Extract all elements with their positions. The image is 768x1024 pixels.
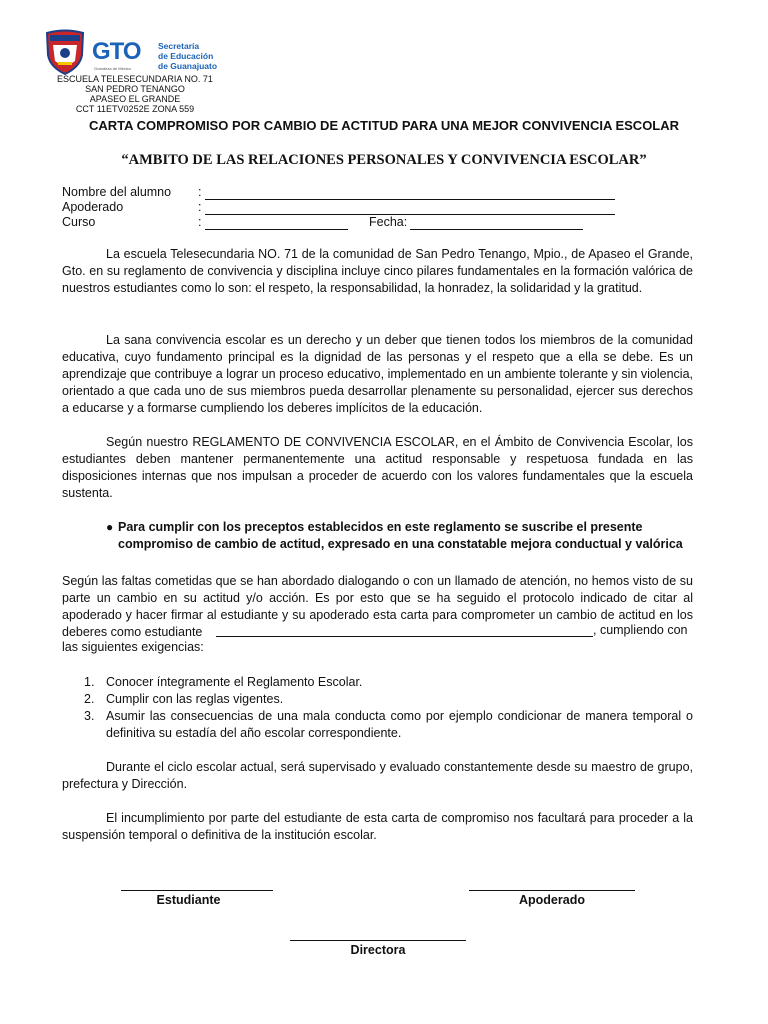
- gto-logo: [92, 38, 162, 74]
- label-nombre-alumno: Nombre del alumno: [62, 185, 172, 199]
- list-item: [62, 708, 693, 742]
- directora-signature-line[interactable]: [290, 940, 466, 941]
- estudiante-signature-label: Estudiante: [156, 893, 221, 907]
- list-item: [62, 691, 693, 708]
- bullet-icon: ●: [106, 520, 114, 534]
- deberes-field[interactable]: [216, 636, 593, 637]
- colon: :: [198, 185, 202, 199]
- paragraph-reglamento: Según nuestro REGLAMENTO DE CONVIVENCIA ESCOLAR, en el Ámbito de Convivencia Escolar, los estudiantes deben mantener permanentemente una actitud responsable y respetuosa fundada en las disposiciones internas que nos impulsan a proceder de acuerdo con los valores fundamentales que la escuela sustenta.: [62, 435, 693, 500]
- gto-logo-text: GTO: [92, 38, 141, 65]
- apoderado-signature-label: Apoderado: [519, 893, 585, 907]
- colon: :: [198, 200, 202, 214]
- list-item-text: Cumplir con las reglas vigentes.: [106, 692, 284, 706]
- secretaria-logo-text: [158, 41, 217, 71]
- apoderado-name-field[interactable]: [205, 214, 615, 215]
- secretaria-line: de Guanajuato: [158, 61, 218, 71]
- exigencias-list: [62, 674, 693, 744]
- label-curso: Curso: [62, 215, 96, 229]
- school-municipality: APASEO EL GRANDE: [89, 94, 181, 104]
- label-apoderado: Apoderado: [62, 200, 124, 214]
- estudiante-signature-line[interactable]: [121, 890, 273, 891]
- school-info: [40, 74, 230, 114]
- apoderado-signature-line[interactable]: [469, 890, 635, 891]
- paragraph-convivencia: La sana convivencia escolar es un derecho y un deber que tienen todos los miembros de la comunidad educativa, cuyo fundamento principal es la dignidad de las personas y el respeto que a ella se debe. Es un aprendizaje que contribuye a lograr un proceso educativo, implementado en un ambiente tolerante y sin violencia, orientado a que cada uno de sus miembros pueda desarrollar plenamente su personalidad, ejercer sus derechos a educarse y a formarse cumpliendo los deberes implícitos de la educación.: [62, 333, 693, 415]
- bullet-compromiso: Para cumplir con los preceptos establecidos en este reglamento se suscribe el presente compromiso de cambio de actitud, expresado en una constatable mejora conductual y valórica: [118, 520, 683, 551]
- list-item-number: 2.: [84, 692, 95, 706]
- faltas-text: Según las faltas cometidas que se han abordado dialogando o con un llamado de atención, no hemos visto de su parte un cambio en su actitud y/o acción. Es por esto que se ha seguido el protocolo indicado de citar al apoderado y hacer firmar al estudiante y su apoderado esta carta para comprometer un cambio de actitud en los deberes como estudiante: [62, 574, 693, 639]
- faltas-text-final: las siguientes exigencias:: [62, 640, 204, 654]
- faltas-text-end: , cumpliendo con: [593, 623, 688, 637]
- fecha-field[interactable]: [410, 229, 583, 230]
- list-item-text: Asumir las consecuencias de una mala conducta como por ejemplo condicionar de manera temporal o definitiva su estadía del año escolar correspondiente.: [106, 709, 693, 740]
- school-locality: SAN PEDRO TENANGO: [85, 84, 185, 94]
- list-item-number: 3.: [84, 709, 95, 723]
- school-cct: CCT 11ETV0252E ZONA 559: [75, 104, 195, 114]
- paragraph-supervision: Durante el ciclo escolar actual, será supervisado y evaluado constantemente desde su maestro de grupo, prefectura y Dirección.: [62, 760, 693, 791]
- list-item: [62, 674, 693, 691]
- school-name: ESCUELA TELESECUNDARIA NO. 71: [57, 74, 213, 84]
- colon: :: [198, 215, 202, 229]
- secretaria-line: de Educación: [158, 51, 214, 61]
- gto-logo-tagline: Grandeza de México: [94, 66, 131, 71]
- label-fecha: Fecha:: [369, 215, 408, 229]
- document-title: CARTA COMPROMISO POR CAMBIO DE ACTITUD PARA UNA MEJOR CONVIVENCIA ESCOLAR: [88, 118, 680, 133]
- list-item-text: Conocer íntegramente el Reglamento Escolar.: [106, 675, 363, 689]
- alumno-name-field[interactable]: [205, 199, 615, 200]
- secretaria-line: Secretaría: [158, 41, 200, 51]
- list-item-number: 1.: [84, 675, 95, 689]
- directora-signature-label: Directora: [350, 943, 406, 957]
- document-subtitle: “AMBITO DE LAS RELACIONES PERSONALES Y CONVIVENCIA ESCOLAR”: [121, 152, 647, 168]
- telesecundaria-shield-logo: [44, 29, 86, 75]
- curso-field[interactable]: [205, 229, 348, 230]
- paragraph-pilares: La escuela Telesecundaria NO. 71 de la comunidad de San Pedro Tenango, Mpio., de Apaseo el Grande, Gto. en su reglamento de convivencia y disciplina incluye cinco pilares fundamentales en la formación valórica de nuestros estudiantes como lo son: el respeto, la responsabilidad, la honradez, la solidaridad y la gratitud.: [62, 247, 693, 295]
- paragraph-incumplimiento: El incumplimiento por parte del estudiante de esta carta de compromiso nos facultará para proceder a la suspensión temporal o definitiva de la institución escolar.: [62, 811, 693, 842]
